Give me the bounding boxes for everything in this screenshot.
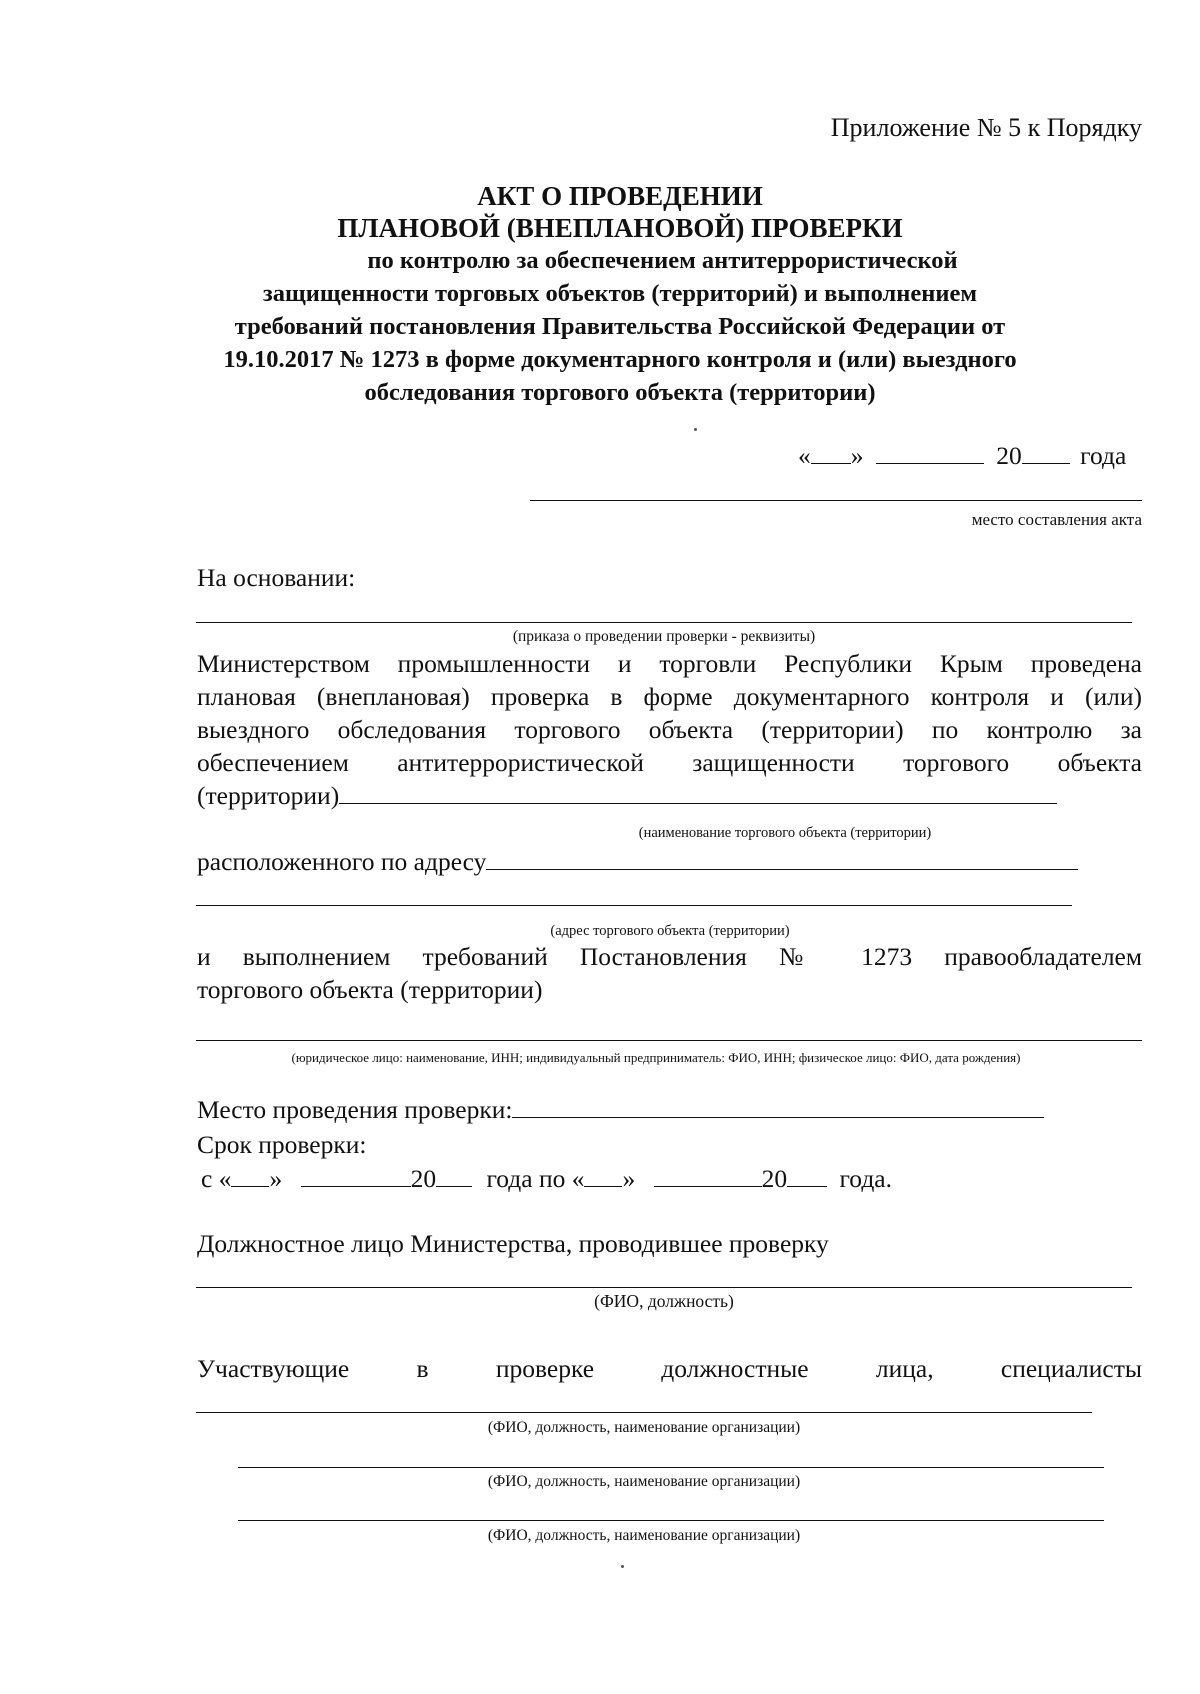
scan-speck [694,428,697,431]
act-date-line [798,440,1126,472]
inspection-place-row [197,1094,1044,1126]
month-blank [876,441,984,464]
address-line-2 [196,905,1072,906]
term-to: года по « [486,1164,585,1193]
term-to-day-blank [584,1164,622,1187]
ministry-paragraph-line-1: Министерством промышленности и торговли Республики Крым проведена [197,649,1142,678]
participants-line: Участвующие в проверке должностные лица, специалисты [197,1354,1142,1383]
inspection-place-label: Место проведения проверки: [197,1095,513,1124]
basis-caption: (приказа о проведении проверки - реквизиты) [512,628,816,645]
act-title-line-2: ПЛАНОВОЙ (ВНЕПЛАНОВОЙ) ПРОВЕРКИ [337,213,903,243]
term-to-close-quote: » [622,1164,636,1193]
term-to-year-blank [787,1164,827,1187]
address-label: расположенного по адресу [197,847,487,876]
inspection-place-blank [512,1095,1044,1118]
object-name-caption: (наименование торгового объекта (территории) [638,825,932,841]
place-caption: место составления акта [971,510,1142,529]
address-row [197,846,1078,878]
owner-paragraph-line-2: торгового объекта (территории) [197,975,543,1004]
term-from-month-blank [301,1164,411,1187]
address-caption: (адрес торгового объекта (территории) [550,923,790,939]
object-name-row [197,780,1057,812]
act-subtitle-line-3: по контролю за обеспечением антитеррористической [367,247,958,274]
date-close-quote: » [850,441,864,470]
term-year-end: года. [839,1164,892,1193]
day-blank [811,441,851,464]
participant-caption-2: (ФИО, должность, наименование организации) [487,1473,801,1490]
participant-caption-3: (ФИО, должность, наименование организации) [487,1527,801,1544]
ministry-paragraph-line-3: выездного обследования торгового объекта (территории) по контролю за [197,715,1142,744]
act-title-line-1: АКТ О ПРОВЕДЕНИИ [477,181,763,211]
term-to-month-blank [654,1164,762,1187]
ministry-paragraph-line-5: (территории) [197,781,340,810]
place-line [530,500,1142,501]
appendix-reference: Приложение № 5 к Порядку [830,113,1142,142]
ministry-paragraph-line-2: плановая (внеплановая) проверка в форме документарного контроля и (или) [197,682,1142,711]
owner-caption: (юридическое лицо: наименование, ИНН; индивидуальный предприниматель: ФИО, ИНН; физическое лицо: ФИО, дата рождения) [291,1050,1021,1065]
year-word: года [1080,441,1127,470]
term-from-close-quote: » [269,1164,283,1193]
basis-line [196,622,1132,623]
act-subtitle-line-6: 19.10.2017 № 1273 в форме документарного контроля и (или) выездного [223,346,1017,373]
official-line [196,1287,1132,1288]
participant-line-3 [238,1520,1104,1521]
act-subtitle-line-5: требований постановления Правительства Российской Федерации от [234,313,1006,340]
act-subtitle-line-7: обследования торгового объекта (территории) [364,379,876,406]
year-prefix: 20 [996,441,1022,470]
term-from-day-blank [231,1164,269,1187]
term-from-year-prefix: 20 [410,1164,437,1193]
term-to-year-prefix: 20 [761,1164,788,1193]
term-from: с « [201,1164,232,1193]
official-caption: (ФИО, должность) [594,1291,734,1311]
inspection-term-row [201,1163,892,1195]
owner-line [196,1040,1142,1041]
object-name-blank [339,781,1057,804]
act-subtitle-line-4: защищенности торговых объектов (территорий) и выполнением [262,280,978,307]
inspection-term-label: Срок проверки: [197,1130,367,1159]
participant-caption-1: (ФИО, должность, наименование организации) [487,1419,801,1436]
basis-label: На основании: [197,563,356,592]
address-blank [486,847,1078,870]
scan-speck-bottom [621,1565,624,1568]
official-label: Должностное лицо Министерства, проводившее проверку [197,1229,829,1258]
ministry-paragraph-line-4: обеспечением антитеррористической защищенности торгового объекта [197,748,1142,777]
participant-line-2 [238,1467,1104,1468]
owner-paragraph-line-1: и выполнением требований Постановления № 1273 правообладателем [197,942,1142,971]
term-from-year-blank [436,1164,472,1187]
participant-line-1 [196,1412,1092,1413]
date-open-quote: « [798,441,811,470]
year-blank [1022,441,1070,464]
